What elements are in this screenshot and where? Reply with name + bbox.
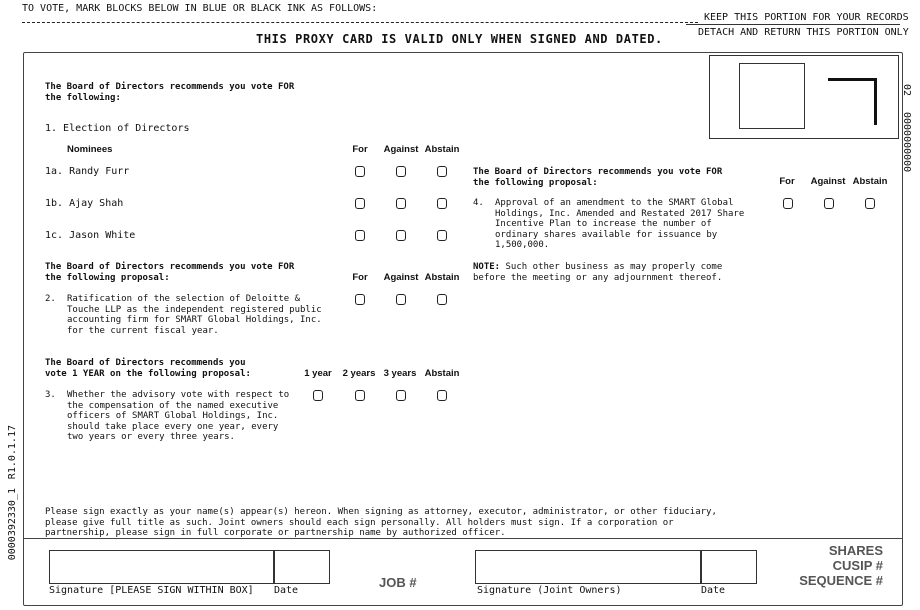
nominee-1a-for-checkbox[interactable] <box>355 166 365 177</box>
vote-instruction: TO VOTE, MARK BLOCKS BELOW IN BLUE OR BLACK INK AS FOLLOWS: <box>22 3 378 14</box>
item4-for-checkbox[interactable] <box>783 198 793 209</box>
section2-against-header: Against <box>383 272 419 283</box>
nominee-1a-label: 1a. Randy Furr <box>45 166 130 177</box>
signing-instructions: Please sign exactly as your name(s) appear(s) hereon. When signing as attorney, executor, administrator, or other fiduciary, please give full title as such. Joint owners should each sign personally. All holders must sign. If a corporation or partnership, please sign in full corporate or partnership name by authorized officer. <box>45 507 717 537</box>
note-label: NOTE: <box>473 262 501 272</box>
item3-1year-checkbox[interactable] <box>313 390 323 401</box>
joint-signature-box[interactable] <box>475 550 702 584</box>
section4-against-header: Against <box>810 176 846 187</box>
item2-against-checkbox[interactable] <box>396 294 406 305</box>
section1-against-header: Against <box>383 144 419 155</box>
section1-for-header: For <box>352 144 368 155</box>
job-label: JOB # <box>379 575 417 590</box>
item3-2years-checkbox[interactable] <box>355 390 365 401</box>
section3-3years-header: 3 years <box>383 368 417 379</box>
section2-abstain-header: Abstain <box>424 272 460 283</box>
joint-date-box[interactable] <box>700 550 757 584</box>
section3-1year-header: 1 year <box>304 368 332 379</box>
section1-abstain-header: Abstain <box>424 144 460 155</box>
registration-box <box>739 63 805 129</box>
nominee-1c-label: 1c. Jason White <box>45 230 136 241</box>
joint-signature-label: Signature (Joint Owners) <box>477 585 622 596</box>
nominees-label: Nominees <box>67 144 113 155</box>
detach-line <box>22 22 698 23</box>
item3-text: Whether the advisory vote with respect to the compensation of the named executive officers of SMART Global Holdings, Inc. should take place every one year, every two years or every three years. <box>67 390 290 442</box>
signature-divider <box>23 538 902 539</box>
item2-number: 2. <box>45 294 56 304</box>
right-code: 0000000000 <box>901 112 912 173</box>
header-rule <box>686 24 900 25</box>
nominee-1c-against-checkbox[interactable] <box>396 230 406 241</box>
item2-text: Ratification of the selection of Deloitte & Touche LLP as the independent registered public accounting firm for SMART Global Holdings, Inc. for the current fiscal year. <box>67 294 322 336</box>
date-label: Date <box>274 585 299 596</box>
item1-title: 1. Election of Directors <box>45 123 190 134</box>
nominee-1b-for-checkbox[interactable] <box>355 198 365 209</box>
section4-recommendation: The Board of Directors recommends you vote FOR the following proposal: <box>473 167 723 188</box>
keep-portion-label: KEEP THIS PORTION FOR YOUR RECORDS <box>704 12 909 23</box>
nominee-1b-against-checkbox[interactable] <box>396 198 406 209</box>
section3-recommendation: The Board of Directors recommends you vote 1 YEAR on the following proposal: <box>45 358 251 379</box>
section3-abstain-header: Abstain <box>424 368 460 379</box>
item3-abstain-checkbox[interactable] <box>437 390 447 401</box>
section3-2years-header: 2 years <box>342 368 376 379</box>
nominee-1c-abstain-checkbox[interactable] <box>437 230 447 241</box>
right-code-top: 02 <box>901 84 912 97</box>
note <box>473 262 733 283</box>
nominee-1a-against-checkbox[interactable] <box>396 166 406 177</box>
left-code-2: R1.0.1.17 <box>7 425 18 480</box>
item3-3years-checkbox[interactable] <box>396 390 406 401</box>
item4-abstain-checkbox[interactable] <box>865 198 875 209</box>
item4-number: 4. <box>473 198 484 208</box>
cusip-label: CUSIP # <box>832 558 883 573</box>
nominee-1b-label: 1b. Ajay Shah <box>45 198 124 209</box>
date-box[interactable] <box>273 550 330 584</box>
item2-abstain-checkbox[interactable] <box>437 294 447 305</box>
signature-box[interactable] <box>49 550 275 584</box>
detach-portion-label: DETACH AND RETURN THIS PORTION ONLY <box>698 27 909 38</box>
section2-for-header: For <box>352 272 368 283</box>
section4-for-header: For <box>779 176 795 187</box>
item3-number: 3. <box>45 390 56 400</box>
signature-label: Signature [PLEASE SIGN WITHIN BOX] <box>49 585 254 596</box>
nominee-1b-abstain-checkbox[interactable] <box>437 198 447 209</box>
nominee-1a-abstain-checkbox[interactable] <box>437 166 447 177</box>
item2-for-checkbox[interactable] <box>355 294 365 305</box>
nominee-1c-for-checkbox[interactable] <box>355 230 365 241</box>
section1-recommendation: The Board of Directors recommends you vote FOR the following: <box>45 82 295 103</box>
sequence-label: SEQUENCE # <box>799 573 883 588</box>
item4-text: Approval of an amendment to the SMART Global Holdings, Inc. Amended and Restated 2017 Share Incentive Plan to increase the number of ordinary shares available for issuance by 1,500,000. <box>495 198 745 250</box>
item4-against-checkbox[interactable] <box>824 198 834 209</box>
validity-notice: THIS PROXY CARD IS VALID ONLY WHEN SIGNED AND DATED. <box>256 32 663 46</box>
joint-date-label: Date <box>701 585 726 596</box>
section4-abstain-header: Abstain <box>852 176 888 187</box>
corner-mark-icon <box>828 78 877 125</box>
note-text: Such other business as may properly come before the meeting or any adjournment thereof. <box>473 262 723 283</box>
shares-label: SHARES <box>828 543 883 558</box>
left-code-1: 0000392330_1 <box>7 488 18 561</box>
section2-recommendation: The Board of Directors recommends you vote FOR the following proposal: <box>45 262 295 283</box>
